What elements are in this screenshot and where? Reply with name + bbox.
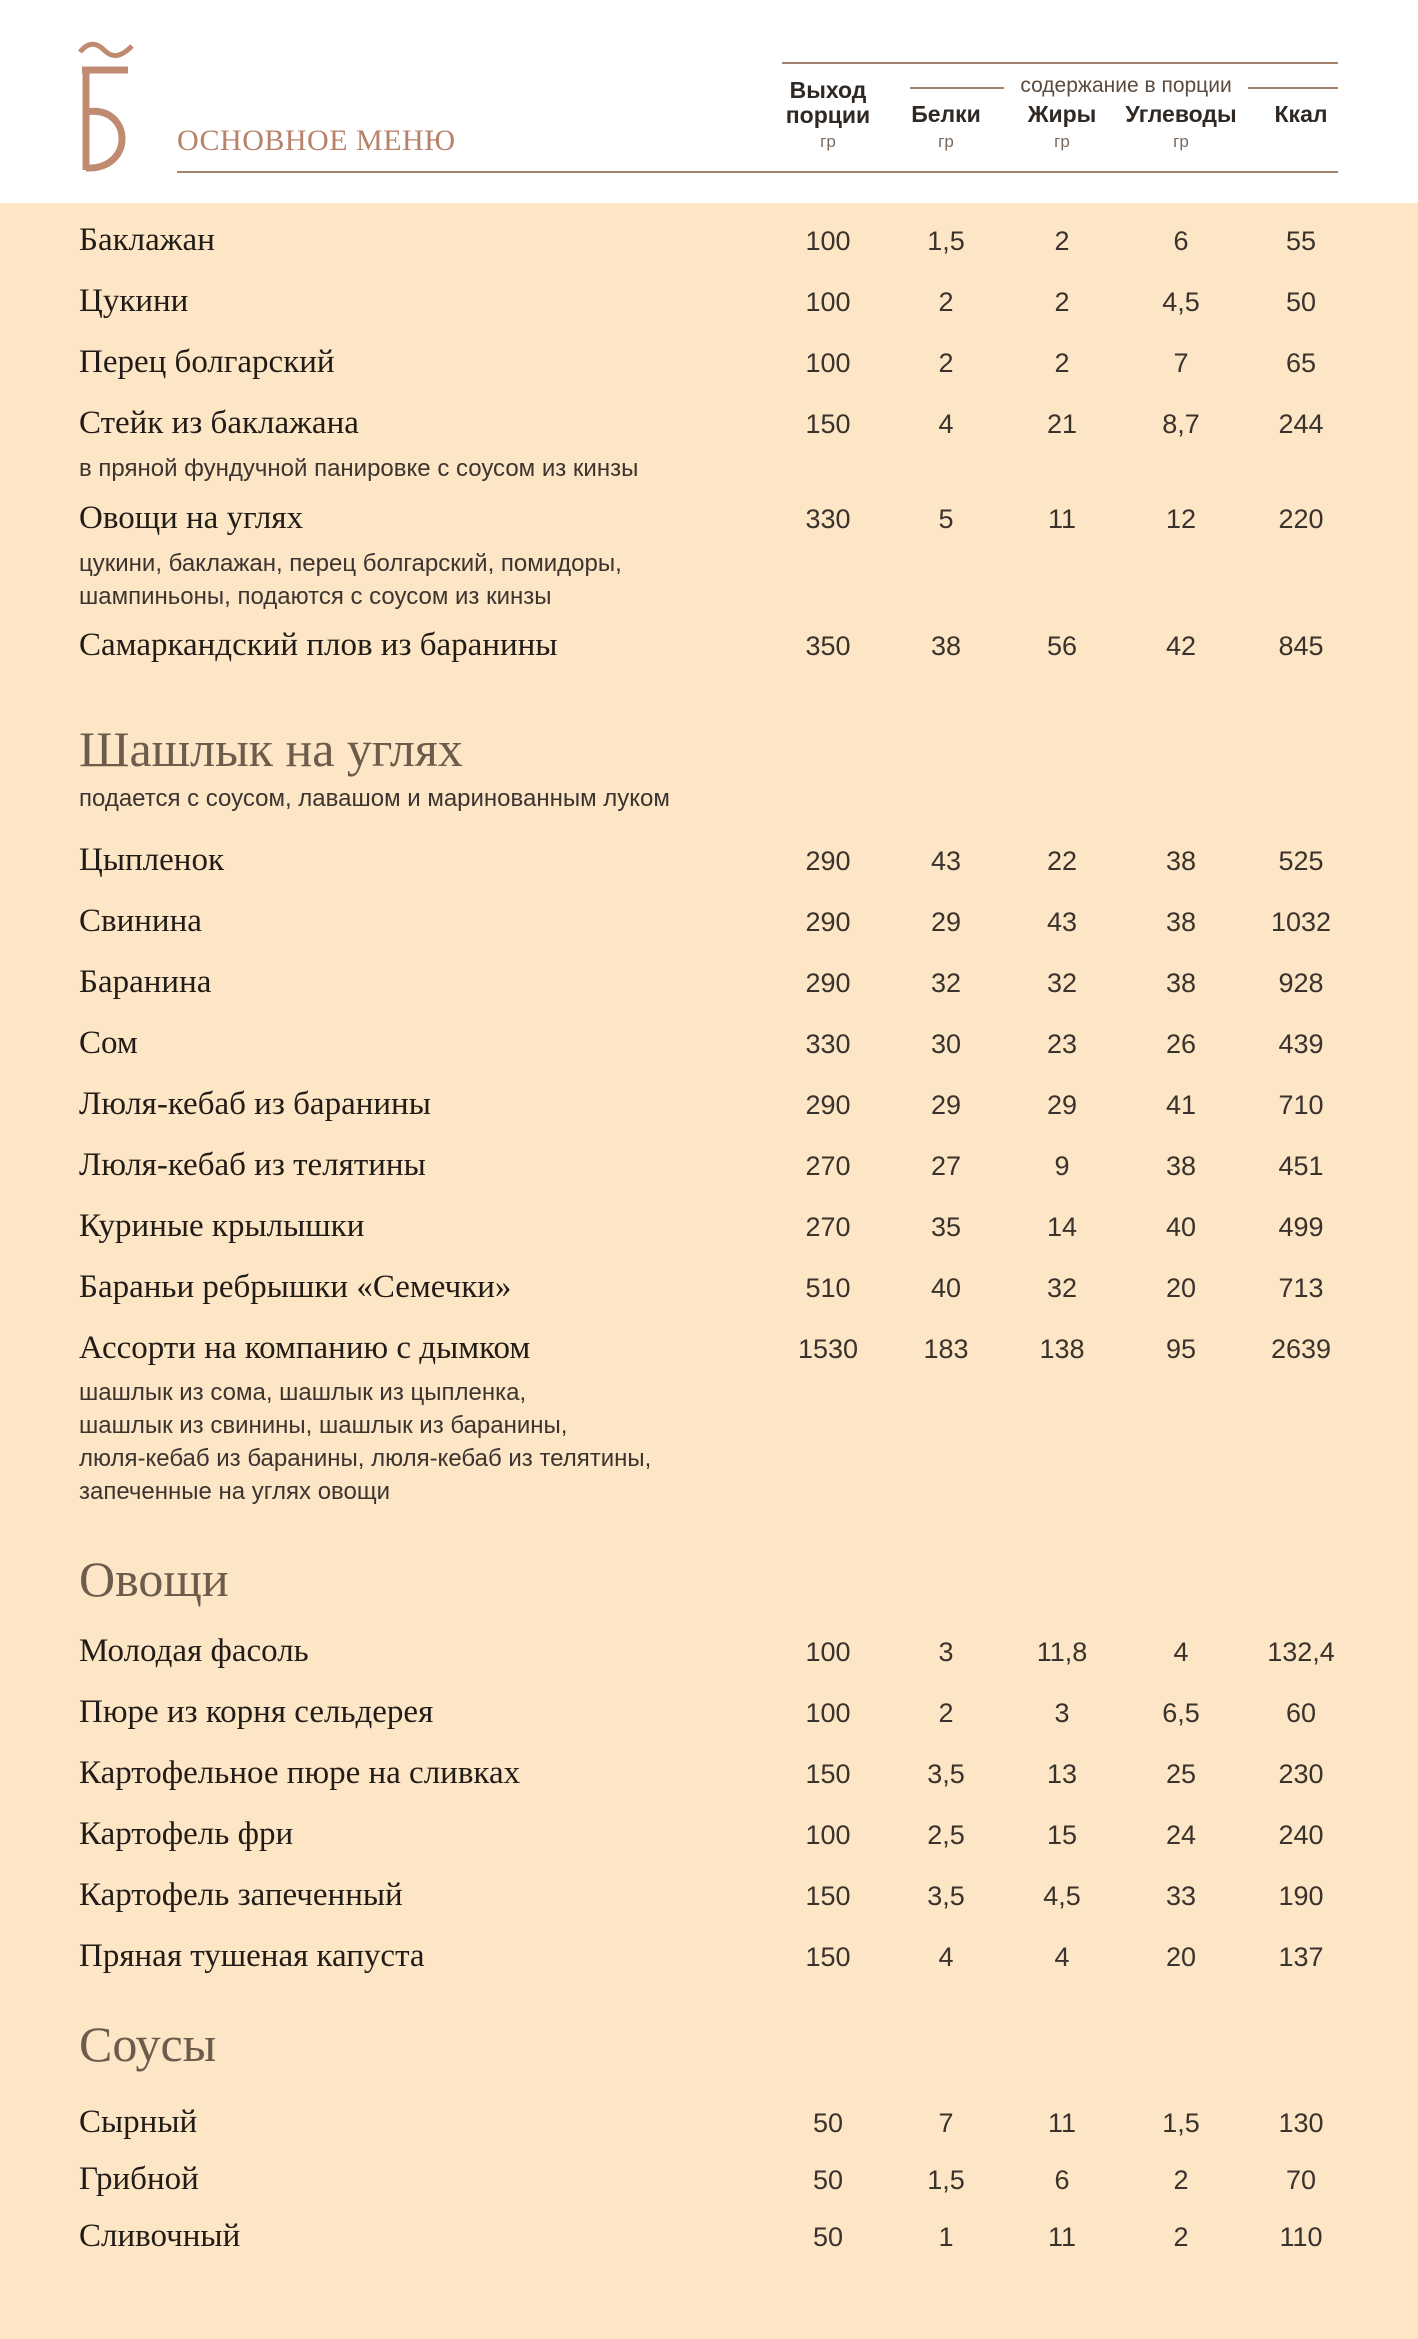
list-item: Грибной 50 1,5 6 2 70 (79, 2161, 1317, 2197)
item-description: люля-кебаб из баранины, люля-кебаб из телятины, (79, 1445, 652, 1472)
col-kcal-header: Ккал (1274, 101, 1328, 127)
list-item: Пряная тушеная капуста 150 4 4 20 137 (79, 1938, 1324, 1974)
portion-contents-group (910, 74, 1338, 102)
col-carbs-header: Углеводы (1125, 101, 1237, 127)
list-item: Цукини 100 2 2 4,5 50 (79, 283, 1317, 319)
list-item: Картофель запеченный 150 3,5 4,5 33 190 (79, 1877, 1324, 1913)
list-item: Стейк из баклажана 150 4 21 8,7 244 (79, 405, 1324, 441)
list-item: Овощи на углях 330 5 11 12 220 (79, 500, 1324, 536)
list-item: Ассорти на компанию с дымком 1530 183 138 95 2639 (79, 1330, 1332, 1366)
col-protein-header: Белки (911, 101, 981, 127)
col-fat-unit: гр (1054, 132, 1070, 151)
header-main-rule (177, 171, 1338, 173)
section-subtitle: подается с соусом, лавашом и маринованным луком (79, 785, 670, 812)
list-item: Баклажан 100 1,5 2 6 55 (79, 222, 1317, 258)
list-item: Сом 330 30 23 26 439 (79, 1025, 1324, 1061)
section-title-shashlik: Шашлык на углях (79, 721, 463, 777)
list-item: Пюре из корня сельдерея 100 2 3 6,5 60 (79, 1694, 1317, 1730)
item-description: цукини, баклажан, перец болгарский, помидоры, (79, 550, 622, 577)
menu-title: ОСНОВНОЕ МЕНЮ (177, 124, 456, 157)
menu-header (0, 0, 1418, 203)
section-title-sauces: Соусы (79, 2016, 217, 2072)
item-description: шампиньоны, подаются с соусом из кинзы (79, 583, 552, 610)
item-description: шашлык из свинины, шашлык из баранины, (79, 1412, 568, 1439)
list-item: Бараньи ребрышки «Семечки» 510 40 32 20 713 (79, 1269, 1324, 1305)
section-title-vegetables: Овощи (79, 1551, 229, 1607)
col-fat-header: Жиры (1027, 101, 1097, 127)
list-item: Перец болгарский 100 2 2 7 65 (79, 344, 1317, 380)
item-description: шашлык из сома, шашлык из цыпленка, (79, 1379, 527, 1406)
list-item: Самаркандский плов из баранины 350 38 56 42 845 (79, 627, 1324, 663)
header-top-rule (782, 62, 1338, 64)
item-description: в пряной фундучной панировке с соусом из кинзы (79, 455, 639, 482)
list-item: Сырный 50 7 11 1,5 130 (79, 2104, 1324, 2140)
list-item: Люля-кебаб из телятины 270 27 9 38 451 (79, 1147, 1324, 1183)
col-yield-header: Выход порции (785, 77, 871, 128)
list-item: Картофель фри 100 2,5 15 24 240 (79, 1816, 1324, 1852)
list-item: Цыпленок 290 43 22 38 525 (79, 842, 1324, 878)
list-item: Сливочный 50 1 11 2 110 (79, 2218, 1323, 2254)
item-description: запеченные на углях овощи (79, 1478, 391, 1505)
col-carbs-unit: гр (1173, 132, 1189, 151)
list-item: Картофельное пюре на сливках 150 3,5 13 25 230 (79, 1755, 1324, 1791)
list-item: Свинина 290 29 43 38 1032 (79, 903, 1332, 939)
list-item: Люля-кебаб из баранины 290 29 29 41 710 (79, 1086, 1324, 1122)
col-protein-unit: гр (938, 132, 954, 151)
brand-logo-icon (78, 38, 134, 174)
list-item: Баранина 290 32 32 38 928 (79, 964, 1324, 1000)
list-item: Молодая фасоль 100 3 11,8 4 132,4 (79, 1633, 1335, 1669)
list-item: Куриные крылышки 270 35 14 40 499 (79, 1208, 1324, 1244)
portion-contents-label: содержание в порции (1004, 74, 1248, 98)
col-yield-unit: гр (820, 132, 836, 151)
